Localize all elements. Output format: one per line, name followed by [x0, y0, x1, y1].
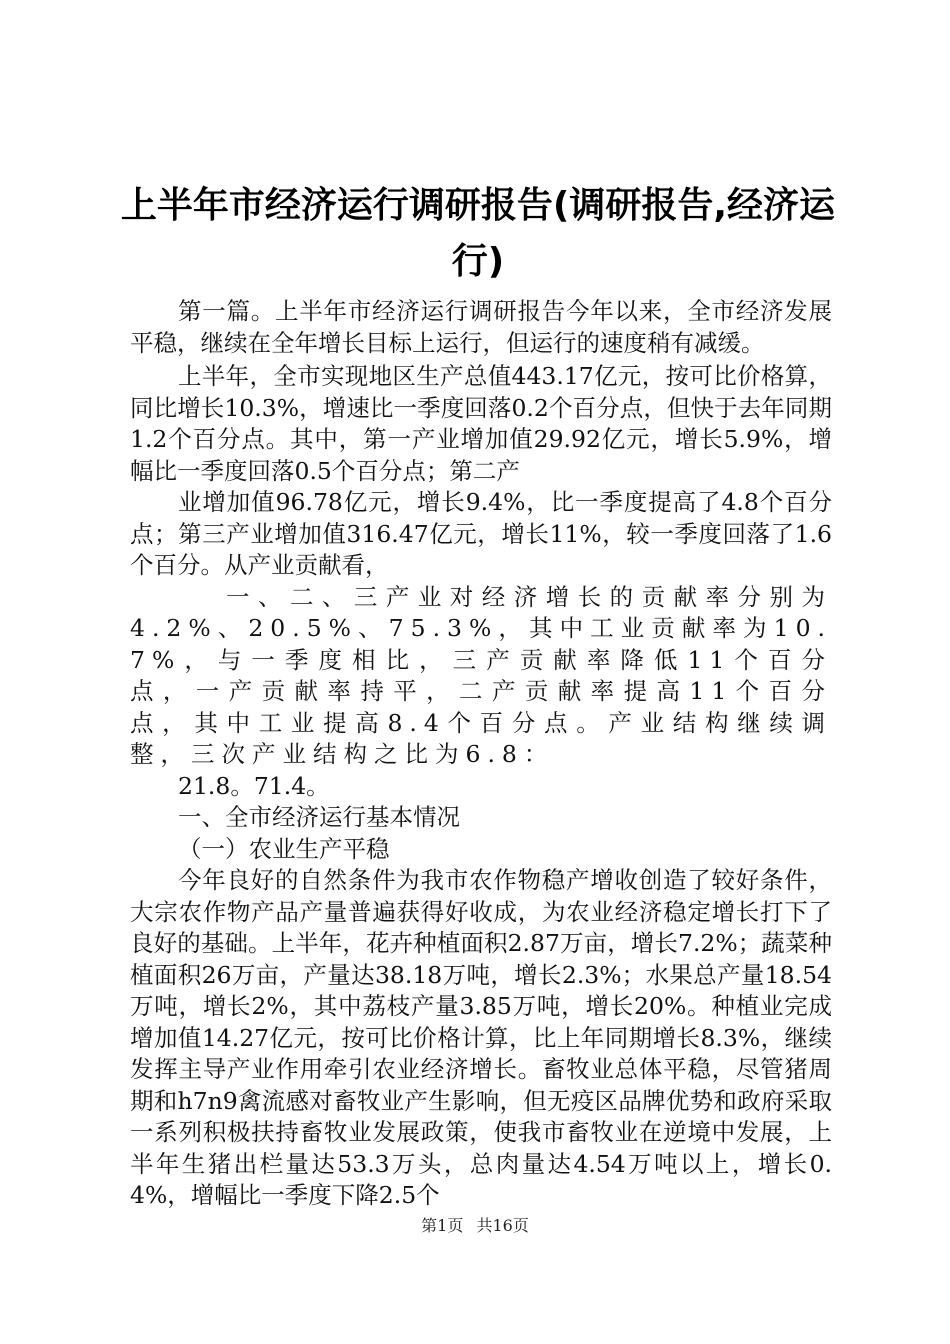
paragraph-contribution: 一、二、三产业对经济增长的贡献率分别为4.2%、20.5%、75.3%，其中工业贡献率为10.7%，与一季度相比，三产贡献率降低11个百分点，一产贡献率持平，二产贡献率提高11个百分点，其中工业提高8.4个百分点。产业结构继续调整，三次产业结构之比为6.8： [130, 582, 832, 768]
page-total: 共16页 [476, 1216, 529, 1235]
page-footer [0, 1216, 950, 1236]
paragraph-intro: 第一篇。上半年市经济运行调研报告今年以来，全市经济发展平稳，继续在全年增长目标上运行，但运行的速度稍有减缓。 [130, 297, 832, 357]
document-title: 上半年市经济运行调研报告(调研报告,经济运行) [120, 185, 836, 282]
section-heading: 一、全市经济运行基本情况 [178, 803, 460, 831]
page-number: 第1页 [421, 1216, 464, 1235]
paragraph-ratio: 21.8。71.4。 [178, 771, 330, 800]
paragraph-agriculture: 今年良好的自然条件为我市农作物稳产增收创造了较好条件，大宗农作物产品产量普遍获得好收成，为农业经济稳定增长打下了良好的基础。上半年，花卉种植面积2.87万亩，增长7.2%；蔬菜种植面积26万亩，产量达38.18万吨，增长2.3%；水果总产量18.54万吨，增长2%，其中荔枝产量3.85万吨，增长20%。种植业完成增加值14.27亿元，按可比价格计算，比上年同期增长8.3%，继续发挥主导产业作用牵引农业经济增长。畜牧业总体平稳，尽管猪周期和h7n9禽流感对畜牧业产生影响，但无疫区品牌优势和政府采取一系列积极扶持畜牧业发展政策，使我市畜牧业在逆境中发展，上半年生猪出栏量达53.3万头，总肉量达4.54万吨以上，增长0.4%，增幅比一季度下降2.5个 [130, 866, 832, 1209]
subsection-heading: （一）农业生产平稳 [178, 834, 390, 863]
paragraph-gdp: 上半年，全市实现地区生产总值443.17亿元，按可比价格算，同比增长10.3%，增速比一季度回落0.2个百分点，但快于去年同期1.2个百分点。其中，第一产业增加值29.92亿元，增长5.9%，增幅比一季度回落0.5个百分点；第二产 [130, 362, 832, 485]
document-body [130, 296, 832, 1212]
paragraph-industry: 业增加值96.78亿元，增长9.4%，比一季度提高了4.8个百分点；第三产业增加值316.47亿元，增长11%，较一季度回落了1.6个百分。从产业贡献看， [130, 488, 832, 579]
